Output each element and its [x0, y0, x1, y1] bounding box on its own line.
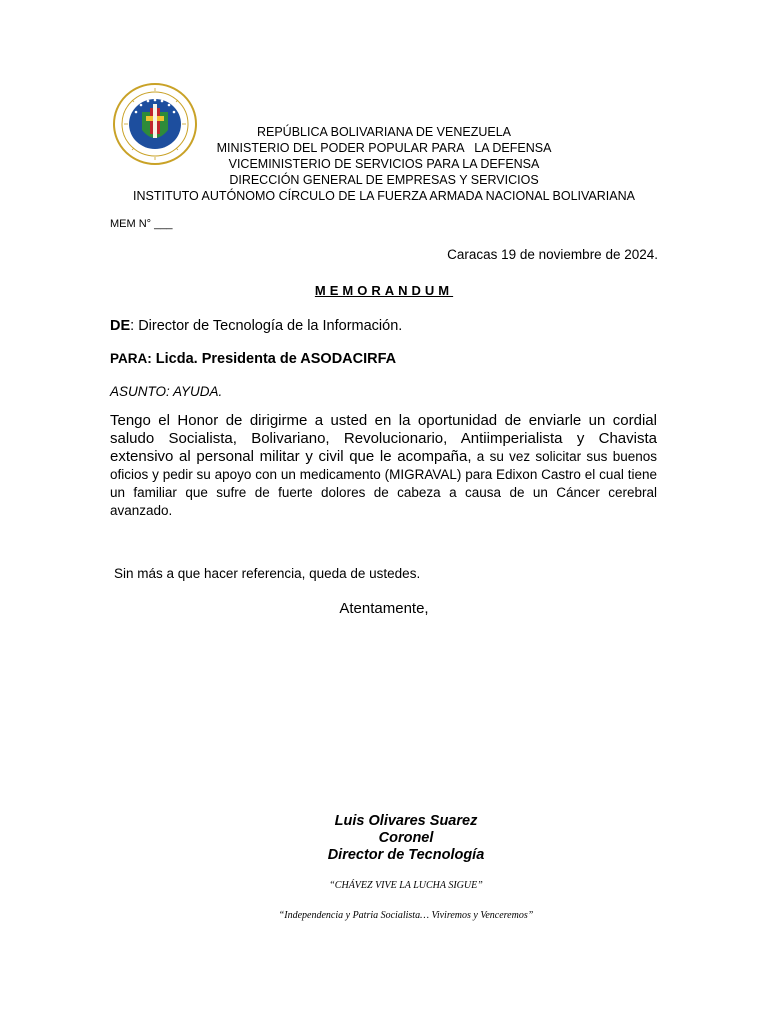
memo-number: MEM N° ___ — [110, 218, 173, 230]
memo-body — [110, 412, 657, 520]
header-line-direction: DIRECCIÓN GENERAL DE EMPRESAS Y SERVICIOS — [229, 173, 539, 187]
memo-body-request: a su vez solicitar sus buenos oficios y pedir su apoyo con un medicamento (MIGRAVAL) para Edixon Castro el cual tiene un familiar que sufre de fuerte dolores de cabeza a causa de un Cáncer cerebral avanzado. — [110, 449, 657, 518]
signer-rank: Coronel — [378, 830, 434, 846]
header-line-viceministry: VICEMINISTERIO DE SERVICIOS PARA LA DEFENSA — [228, 157, 540, 171]
header-line-institute: INSTITUTO AUTÓNOMO CÍRCULO DE LA FUERZA ARMADA NACIONAL BOLIVARIANA — [133, 189, 635, 203]
memo-title: MEMORANDUM — [314, 283, 454, 298]
from-line — [110, 318, 402, 334]
to-value: Licda. Presidenta de ASODACIRFA — [151, 351, 397, 367]
to-label: PARA: — [110, 351, 152, 366]
signer-name: Luis Olivares Suarez — [334, 813, 478, 829]
motto-independencia: “Independencia y Patria Socialista… Viviremos y Venceremos” — [278, 910, 534, 921]
closing-line: Sin más a que hacer referencia, queda de ustedes. — [114, 566, 421, 581]
signer-position: Director de Tecnología — [327, 847, 485, 863]
to-line — [110, 351, 396, 367]
from-label: DE — [110, 318, 131, 334]
letterhead — [0, 124, 768, 204]
memo-body-greeting: Tengo el Honor de dirigirme a usted en la oportunidad de enviarle un cordial saludo Socialista, Bolivariano, Revolucionario, Antiimperialista y Chavista extensivo al personal militar y civil que le acompaña, — [110, 412, 657, 465]
subject-line: ASUNTO: AYUDA. — [110, 384, 223, 399]
header-line-republic: REPÚBLICA BOLIVARIANA DE VENEZUELA — [256, 125, 512, 139]
motto-chavez: “CHÁVEZ VIVE LA LUCHA SIGUE” — [329, 880, 483, 891]
memo-date: Caracas 19 de noviembre de 2024. — [447, 247, 658, 262]
signature-block — [0, 813, 768, 864]
regards-line: Atentamente, — [339, 600, 429, 617]
from-value: : Director de Tecnología de la Información. — [130, 318, 403, 334]
header-line-ministry: MINISTERIO DEL PODER POPULAR PARA LA DEFENSA — [216, 141, 552, 155]
